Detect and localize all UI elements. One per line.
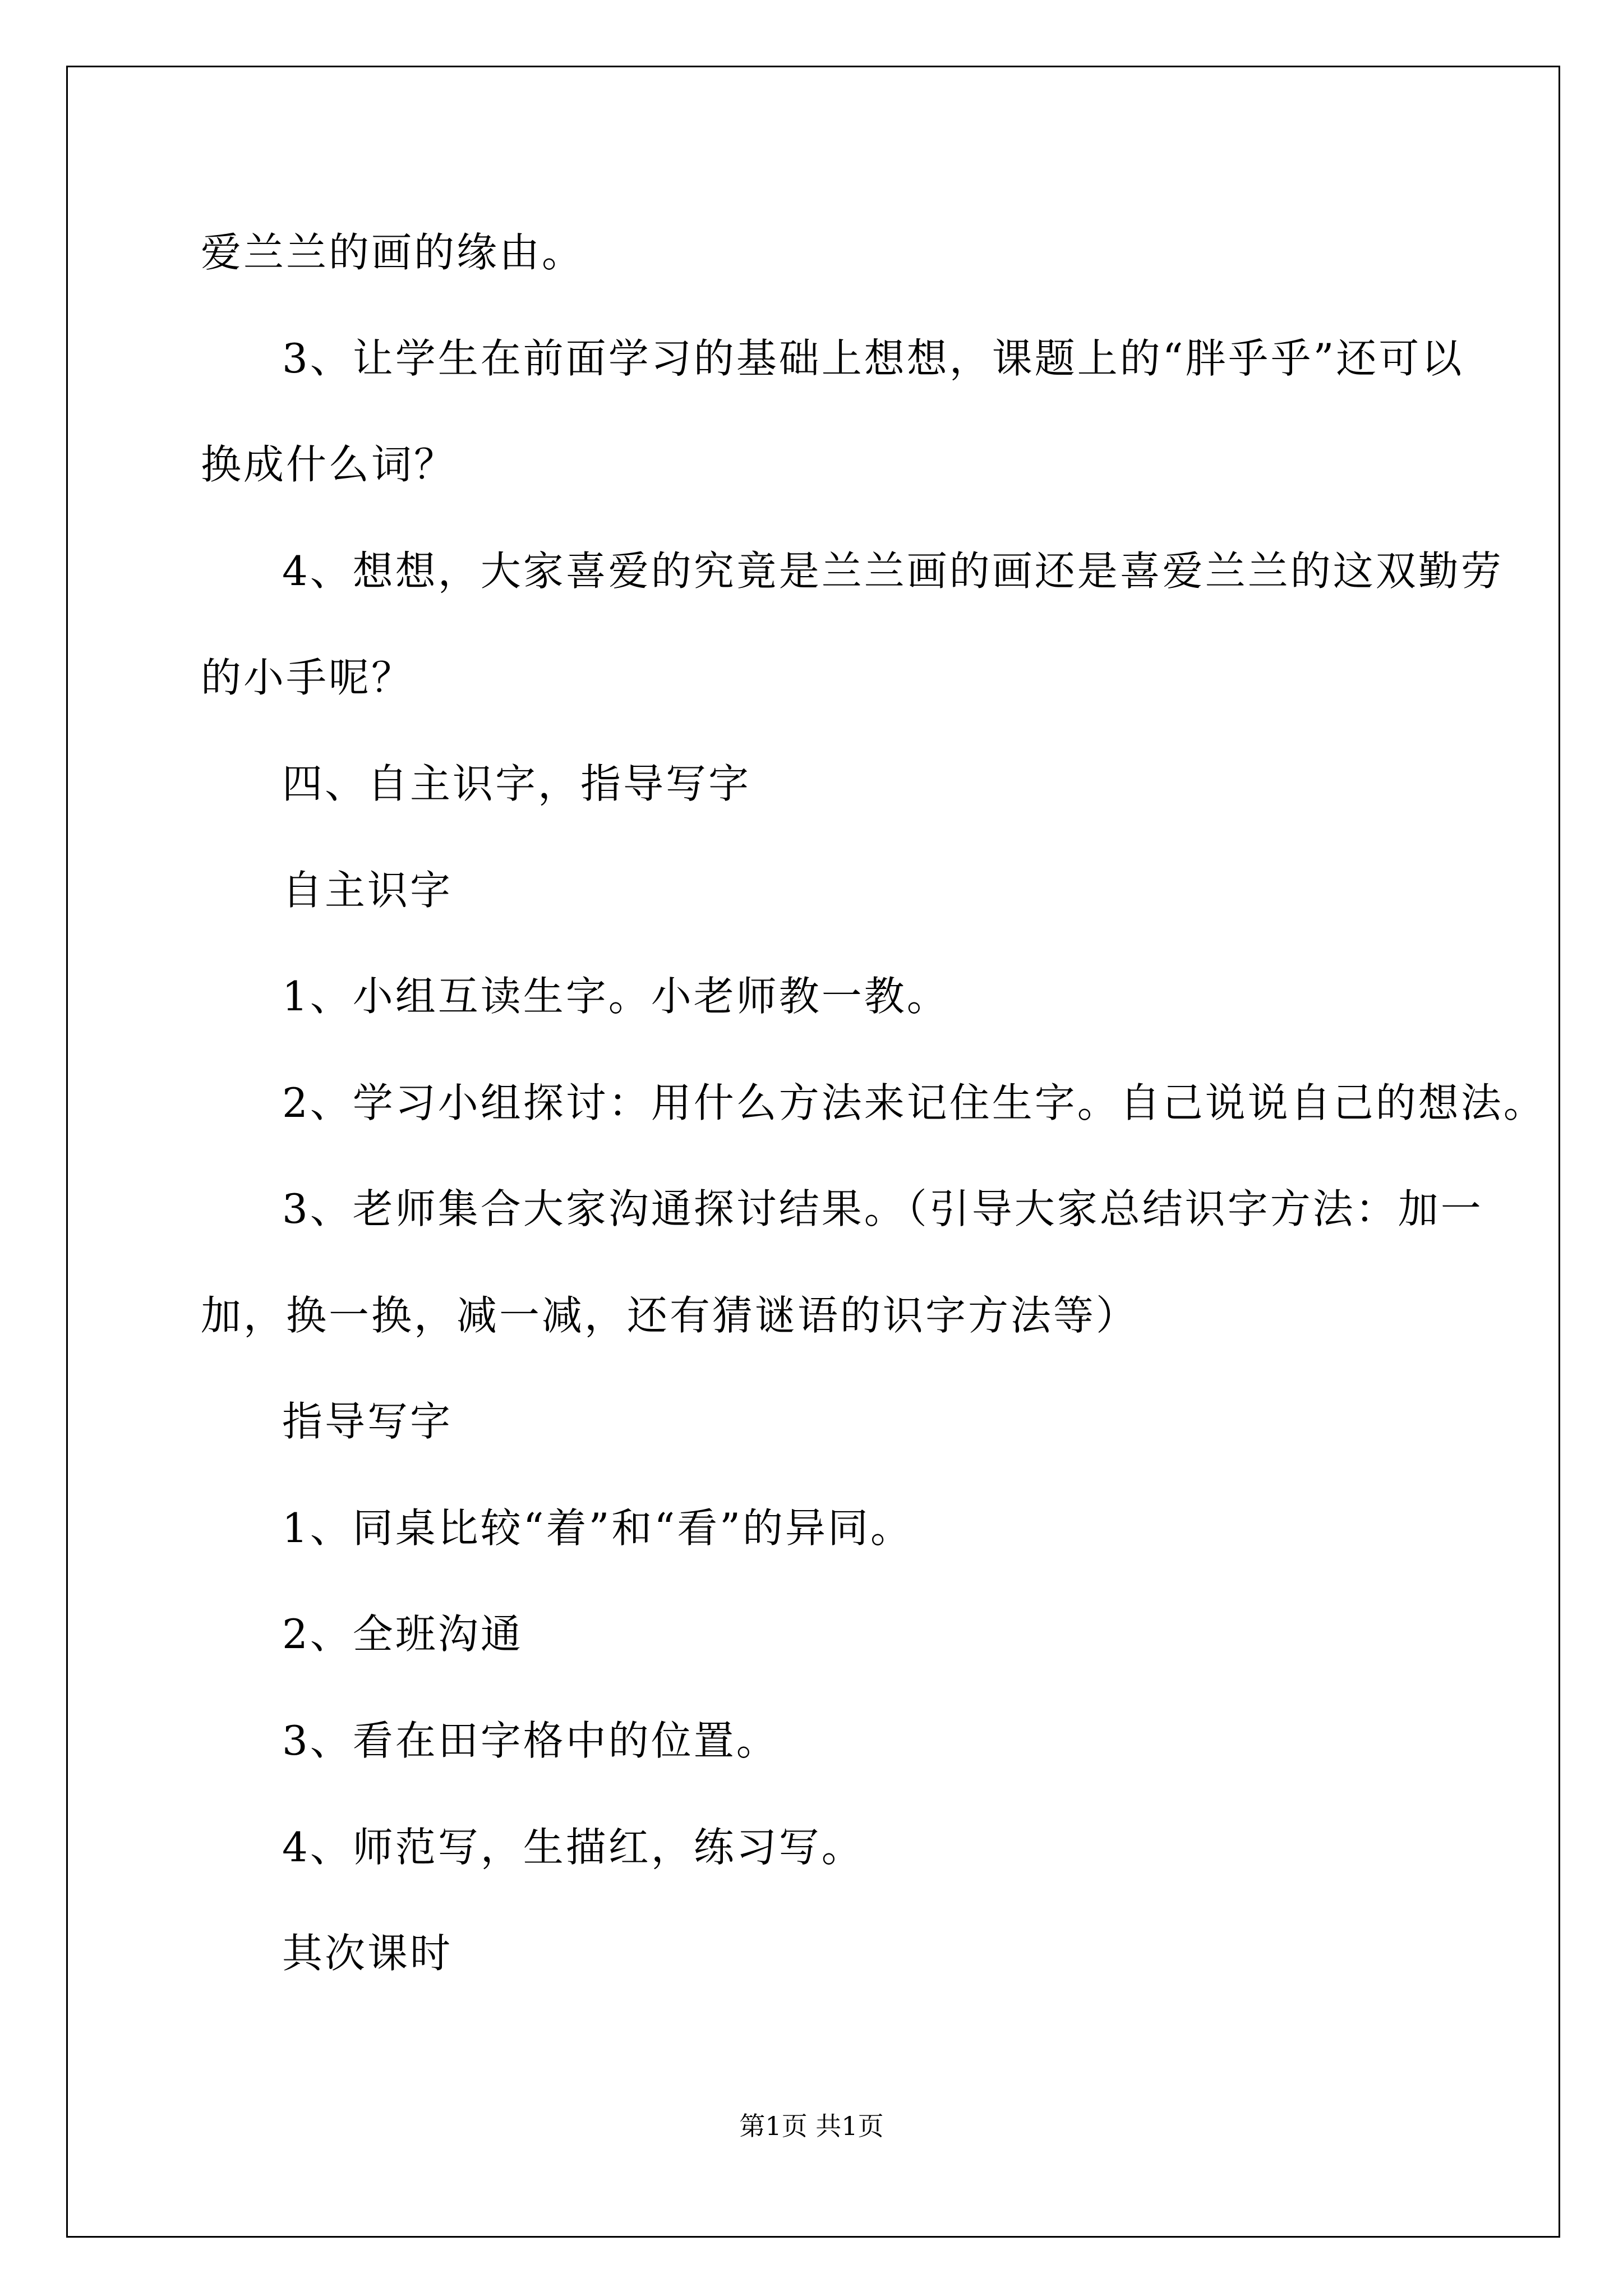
subheading-self-literacy: 自主识字 [282, 867, 453, 914]
text-line-11: 加，换一换，减一减，还有猜谜语的识字方法等） [201, 1292, 1139, 1339]
text-line-15: 3、看在田字格中的位置。 [282, 1717, 779, 1764]
page-footer: 第1页 共1页 [739, 2111, 884, 2141]
subheading-writing-guidance: 指导写字 [282, 1398, 453, 1445]
section-heading: 四、自主识字，指导写字 [282, 760, 751, 807]
text-line-3: 换成什么词？ [201, 441, 457, 488]
text-line-2: 3、让学生在前面学习的基础上想想，课题上的“胖乎乎”还可以 [282, 335, 1464, 382]
text-line-4: 4、想想，大家喜爱的究竟是兰兰画的画还是喜爱兰兰的这双勤劳 [282, 547, 1504, 595]
text-line-17: 其次课时 [282, 1930, 453, 1977]
text-line-9: 2、学习小组探讨：用什么方法来记住生字。自己说说自己的想法。 [282, 1079, 1546, 1126]
text-line-10: 3、老师集合大家沟通探讨结果。（引导大家总结识字方法：加一 [282, 1185, 1483, 1232]
text-line-5: 的小手呢？ [201, 654, 414, 701]
text-line-16: 4、师范写，生描红，练习写。 [282, 1824, 864, 1871]
text-line-13: 1、同桌比较“着”和“看”的异同。 [282, 1504, 914, 1552]
text-line-1: 爱兰兰的画的缘由。 [201, 229, 585, 276]
text-line-8: 1、小组互读生字。小老师教一教。 [282, 973, 949, 1020]
page-border [66, 66, 1560, 2238]
text-line-14: 2、全班沟通 [282, 1611, 523, 1658]
